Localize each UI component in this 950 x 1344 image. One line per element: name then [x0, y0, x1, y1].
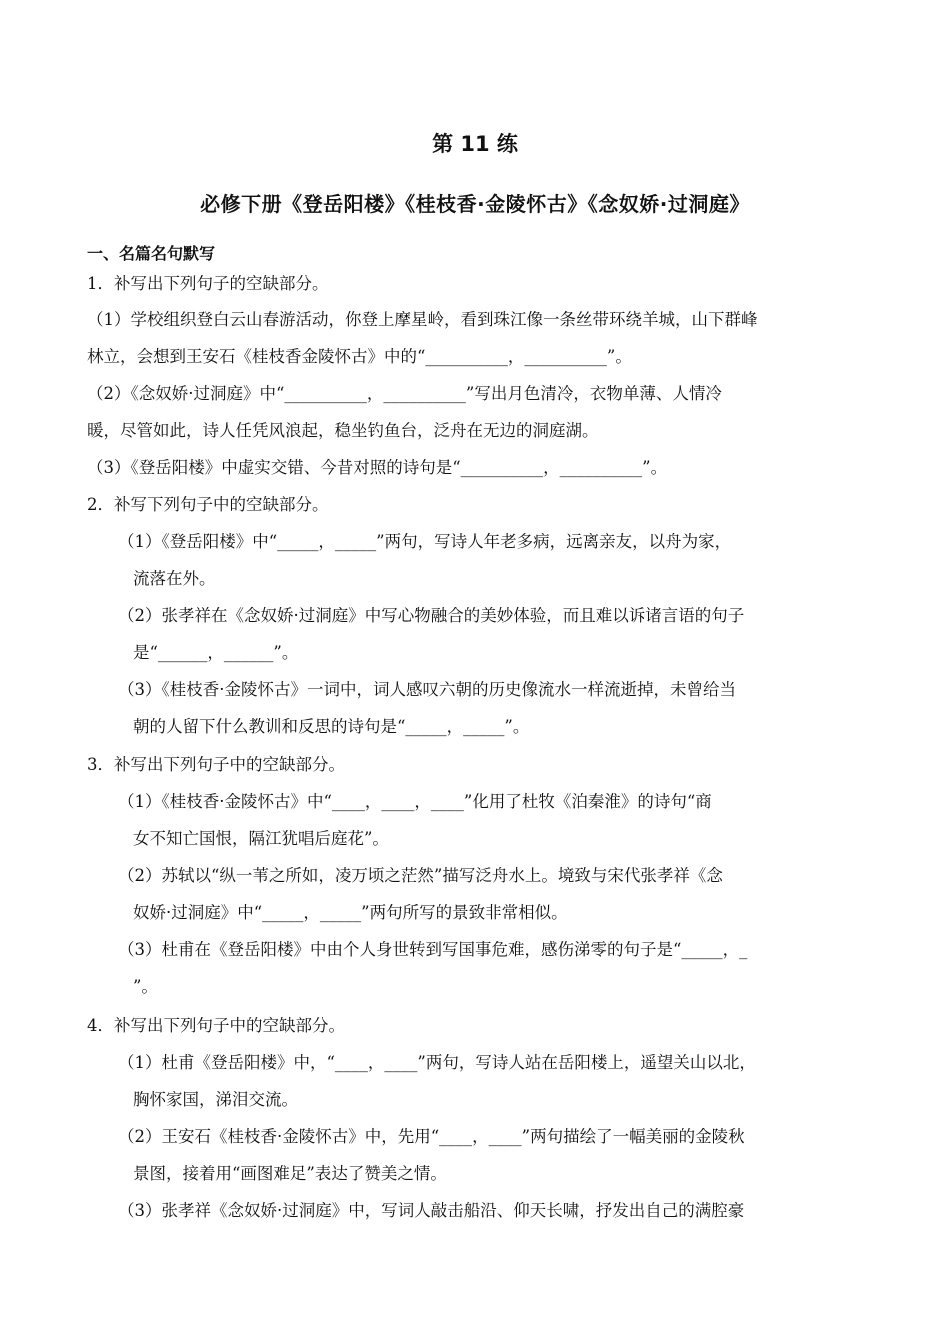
question-4-stem: 4．补写出下列句子中的空缺部分。: [87, 1016, 345, 1035]
question-2-item-3: （3）《桂枝香·金陵怀古》一词中，词人感叹六朝的历史像流水一样流逝掉，未曾给当: [118, 680, 736, 699]
question-1-item-3: （3）《登岳阳楼》中虚实交错、今昔对照的诗句是“__________，__________”。: [87, 458, 668, 477]
question-2-item-1-cont: 流落在外。: [133, 569, 216, 588]
question-1-stem: 1．补写出下列句子的空缺部分。: [87, 274, 329, 293]
page-subtitle: 必修下册《登岳阳楼》《桂枝香·金陵怀古》《念奴娇·过洞庭》: [200, 192, 750, 216]
question-4-item-2: （2）王安石《桂枝香·金陵怀古》中，先用“____，____”两句描绘了一幅美丽的金陵秋: [118, 1127, 745, 1146]
question-3-item-3: （3）杜甫在《登岳阳楼》中由个人身世转到写国事危难，感伤涕零的句子是“_____，_: [118, 940, 748, 959]
question-2-item-1: （1）《登岳阳楼》中“_____，_____”两句，写诗人年老多病，远离亲友，以舟为家，: [118, 532, 732, 551]
question-4-item-1-cont: 胸怀家国，涕泪交流。: [133, 1090, 298, 1109]
question-1-item-2-cont: 暖，尽管如此，诗人任凭风浪起，稳坐钓鱼台，泛舟在无边的洞庭湖。: [87, 421, 599, 440]
question-3-item-1: （1）《桂枝香·金陵怀古》中“____，____，____”化用了杜牧《泊秦淮》的诗句“商: [118, 792, 712, 811]
question-2-item-3-cont: 朝的人留下什么教训和反思的诗句是“_____，_____”。: [133, 717, 530, 736]
question-2-stem: 2．补写下列句子中的空缺部分。: [87, 495, 329, 514]
question-1-item-1: （1）学校组织登白云山春游活动，你登上摩星岭，看到珠江像一条丝带环绕羊城，山下群峰: [87, 310, 758, 329]
question-3-item-1-cont: 女不知亡国恨，隔江犹唱后庭花”。: [133, 829, 389, 848]
question-4-item-2-cont: 景图，接着用“画图难足”表达了赞美之情。: [133, 1164, 447, 1183]
question-3-item-3-cont: ”。: [133, 977, 158, 996]
question-4-item-1: （1）杜甫《登岳阳楼》中，“____，____”两句，写诗人站在岳阳楼上，遥望关山以北，: [118, 1053, 756, 1072]
question-2-item-2: （2）张孝祥在《念奴娇·过洞庭》中写心物融合的美妙体验，而且难以诉诸言语的句子: [118, 606, 745, 625]
question-1-item-2: （2）《念奴娇·过洞庭》中“__________，__________”写出月色清冷，衣物单薄、人情冷: [87, 384, 722, 403]
page-title: 第 11 练: [432, 132, 518, 156]
question-4-item-3: （3）张孝祥《念奴娇·过洞庭》中，写词人敲击船沿、仰天长啸，抒发出自己的满腔豪: [118, 1201, 745, 1220]
question-2-item-2-cont: 是“______，______”。: [133, 643, 299, 662]
question-3-stem: 3．补写出下列句子中的空缺部分。: [87, 755, 345, 774]
question-3-item-2-cont: 奴娇·过洞庭》中“_____，_____”两句所写的景致非常相似。: [133, 903, 568, 922]
question-1-item-1-cont: 林立，会想到王安石《桂枝香金陵怀古》中的“__________，__________”。: [87, 347, 632, 366]
question-3-item-2: （2）苏轼以“纵一苇之所如，凌万顷之茫然”描写泛舟水上。境致与宋代张孝祥《念: [118, 866, 723, 885]
section-heading: 一、名篇名句默写: [87, 244, 216, 263]
